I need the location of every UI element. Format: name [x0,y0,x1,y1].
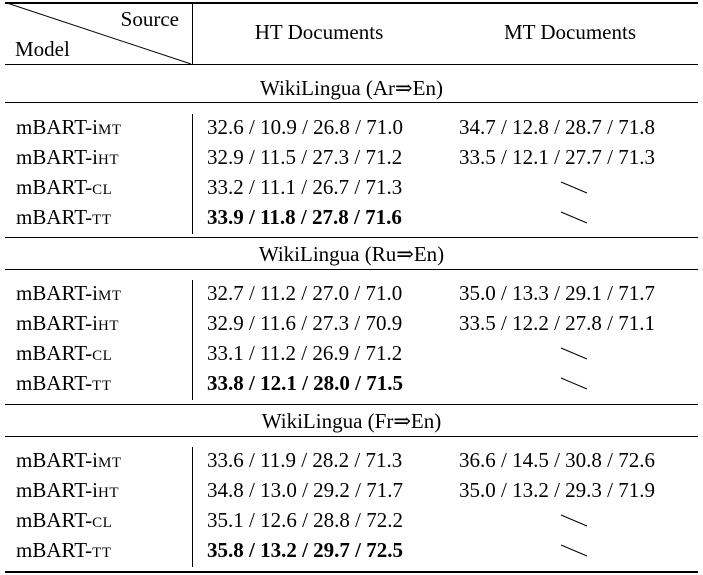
section-rule [5,237,698,238]
ht-score-cell: 33.1 / 11.2 / 26.9 / 71.2 [207,341,403,365]
mt-score-cell: 36.6 / 14.5 / 30.8 / 72.6 [459,448,656,472]
ht-score-cell: 35.1 / 12.6 / 28.8 / 72.2 [207,508,404,532]
row-model-name: mBART-iMT [16,448,122,472]
column-divider [192,114,193,234]
section-rule [5,102,698,103]
ht-score-cell: 34.8 / 13.0 / 29.2 / 71.7 [207,478,404,502]
column-divider [192,447,193,567]
header-divider [192,3,193,64]
section-rule [5,269,698,270]
section-title-ru-en: WikiLingua (Ru⇒En) [258,242,445,266]
not-applicable-dash-icon [560,513,588,529]
section-rule [5,404,698,405]
ht-score-cell: 32.6 / 10.9 / 26.8 / 71.0 [207,115,404,139]
row-model-name: mBART-TT [16,371,112,395]
bottom-rule [5,571,698,573]
not-applicable-dash-icon [560,346,588,362]
row-model-name: mBART-CL [16,175,113,199]
row-model-name: mBART-iMT [16,115,122,139]
ht-score-cell: 32.9 / 11.6 / 27.3 / 70.9 [207,311,403,335]
not-applicable-dash-icon [560,543,588,559]
row-model-name: mBART-iHT [16,478,119,502]
row-model-name: mBART-iHT [16,311,119,335]
header-rule [5,64,698,65]
column-divider [192,280,193,400]
row-model-name: mBART-CL [16,341,113,365]
section-rule [5,436,698,437]
header-model-label: Model [15,37,70,61]
mt-score-cell: 33.5 / 12.1 / 27.7 / 71.3 [459,145,656,169]
results-table [5,0,698,575]
ht-score-cell: 32.9 / 11.5 / 27.3 / 71.2 [207,145,403,169]
header-mt-documents: MT Documents [503,20,637,44]
not-applicable-dash-icon [560,210,588,226]
ht-score-cell: 33.2 / 11.1 / 26.7 / 71.3 [207,175,403,199]
ht-score-cell-best: 33.9 / 11.8 / 27.8 / 71.6 [207,205,402,229]
mt-score-cell: 35.0 / 13.2 / 29.3 / 71.9 [459,478,656,502]
row-model-name: mBART-CL [16,508,113,532]
mt-score-cell: 34.7 / 12.8 / 28.7 / 71.8 [459,115,656,139]
mt-score-cell: 35.0 / 13.3 / 29.1 / 71.7 [459,281,656,305]
ht-score-cell-best: 35.8 / 13.2 / 29.7 / 72.5 [207,538,404,562]
mt-score-cell: 33.5 / 12.2 / 27.8 / 71.1 [459,311,656,335]
header-source-label: Source [120,7,179,31]
section-title-fr-en: WikiLingua (Fr⇒En) [261,409,442,433]
ht-score-cell: 32.7 / 11.2 / 27.0 / 71.0 [207,281,403,305]
row-model-name: mBART-iMT [16,281,122,305]
row-model-name: mBART-iHT [16,145,119,169]
header-ht-documents: HT Documents [254,20,384,44]
row-model-name: mBART-TT [16,538,112,562]
section-title-ar-en: WikiLingua (Ar⇒En) [260,76,443,100]
ht-score-cell-best: 33.8 / 12.1 / 28.0 / 71.5 [207,371,404,395]
row-model-name: mBART-TT [16,205,112,229]
ht-score-cell: 33.6 / 11.9 / 28.2 / 71.3 [207,448,403,472]
not-applicable-dash-icon [560,376,588,392]
not-applicable-dash-icon [560,180,588,196]
